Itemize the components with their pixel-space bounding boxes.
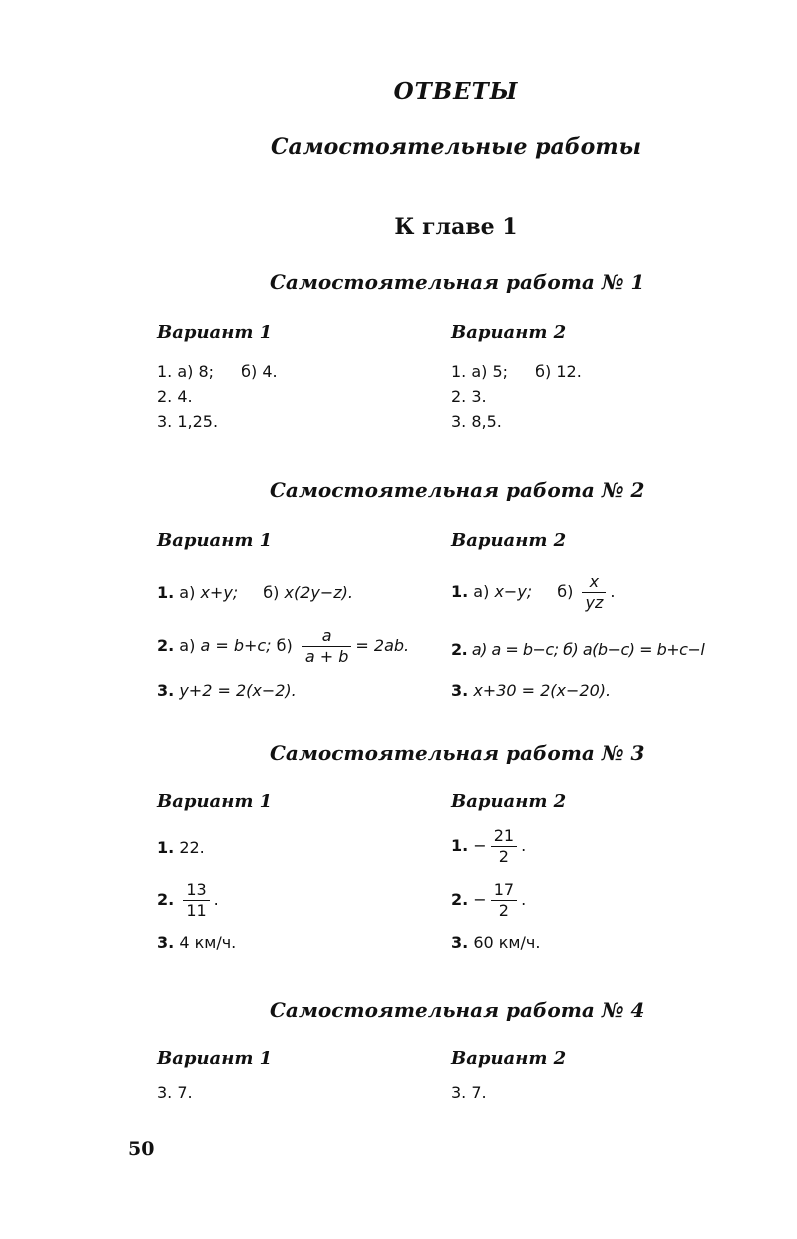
- answer: а) a = b−c; б) a(b−c) = b+c−l: [471, 640, 705, 659]
- answer: 22.: [179, 838, 205, 857]
- work-1-v2-line-1: [451, 362, 582, 381]
- work-2-v1-line-2: 2. а) a = b+c; б) $\frac{a}{a + b}$ = 2ab.: [157, 626, 410, 666]
- work-2-v2-line-3: 3. x+30 = 2(x−20).: [451, 681, 612, 700]
- work-3-v1-line-2: 2. $\frac{13}{11}$ .: [157, 880, 219, 920]
- answer: 60 км/ч.: [473, 933, 541, 952]
- fraction: $\frac{21}{2}$: [491, 826, 517, 867]
- answer: 1. а) 8;: [157, 362, 215, 381]
- answer: 4 км/ч.: [179, 933, 237, 952]
- work-3-v2-line-1: 1. − $\frac{21}{2}$ .: [451, 826, 527, 866]
- fraction: $\frac{a}{a + b}$: [302, 626, 352, 667]
- work-3-v1-line-3: 3. 4 км/ч.: [157, 933, 237, 952]
- work-1-v2-line-3: 3. 8,5.: [451, 412, 502, 431]
- fraction: $\frac{17}{2}$: [491, 880, 517, 921]
- work-4-title: Самостоятельная работа № 4: [270, 998, 645, 1022]
- work-1-v1-line-1: [157, 362, 278, 381]
- work-2-variant-1: Вариант 1: [157, 530, 273, 551]
- answer: 1. а) 5;: [451, 362, 509, 381]
- page-number: 50: [128, 1138, 155, 1160]
- work-1-v1-line-2: 2. 4.: [157, 387, 193, 406]
- section-subtitle: Самостоятельные работы: [270, 134, 642, 160]
- fraction: $\frac{x}{yz}$: [582, 572, 606, 613]
- work-3-variant-2: Вариант 2: [451, 791, 567, 812]
- work-1-v2-line-2: 2. 3.: [451, 387, 487, 406]
- work-2-v2-line-1: 1. а) x−y; б) $\frac{x}{yz}$ .: [451, 572, 616, 612]
- answer: x+y;: [200, 583, 239, 602]
- work-4-v2-line-1: 3. 7.: [451, 1083, 487, 1102]
- work-1-variant-2: Вариант 2: [451, 322, 567, 343]
- work-2-title: Самостоятельная работа № 2: [270, 478, 645, 502]
- work-4-v1-line-1: 3. 7.: [157, 1083, 193, 1102]
- work-3-v2-line-2: 2. − $\frac{17}{2}$ .: [451, 880, 527, 920]
- answer: x(2y−z).: [284, 583, 353, 602]
- answer: б) 4.: [241, 362, 278, 381]
- chapter-heading: К главе 1: [394, 214, 518, 240]
- answer: = 2ab.: [355, 636, 410, 655]
- work-4-variant-2: Вариант 2: [451, 1048, 567, 1069]
- work-3-title: Самостоятельная работа № 3: [270, 741, 645, 765]
- work-1-title: Самостоятельная работа № 1: [270, 270, 645, 294]
- answer: x−y;: [494, 582, 533, 601]
- work-3-v1-line-1: 1. 22.: [157, 838, 205, 857]
- work-2-v2-line-2: 2. а) a = b−c; б) a(b−c) = b+c−l: [451, 640, 705, 659]
- answer: x+30 = 2(x−20).: [473, 681, 612, 700]
- answer: a = b+c;: [200, 636, 272, 655]
- fraction: $\frac{13}{11}$: [183, 880, 209, 921]
- work-3-variant-1: Вариант 1: [157, 791, 273, 812]
- answer: y+2 = 2(x−2).: [179, 681, 297, 700]
- work-2-v1-line-1: 1. а) x+y; б) x(2y−z).: [157, 583, 353, 602]
- work-1-v1-line-3: 3. 1,25.: [157, 412, 219, 431]
- work-4-variant-1: Вариант 1: [157, 1048, 273, 1069]
- answer: б) 12.: [535, 362, 582, 381]
- work-2-variant-2: Вариант 2: [451, 530, 567, 551]
- page-title: ОТВЕТЫ: [393, 78, 519, 105]
- work-2-v1-line-3: 3. y+2 = 2(x−2).: [157, 681, 297, 700]
- work-1-variant-1: Вариант 1: [157, 322, 273, 343]
- work-3-v2-line-3: 3. 60 км/ч.: [451, 933, 541, 952]
